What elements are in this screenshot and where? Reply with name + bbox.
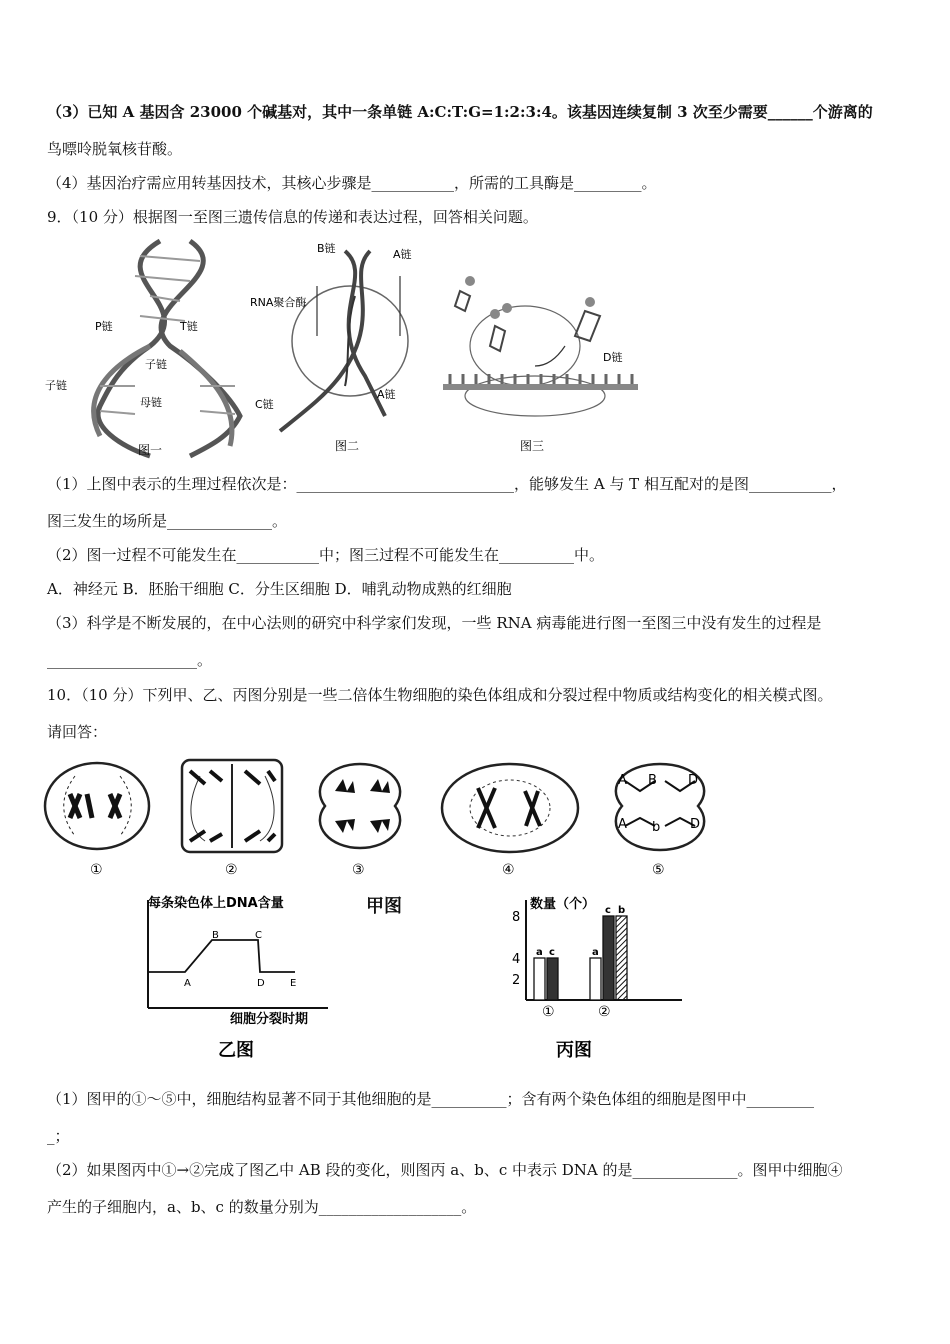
- bing-bar-a: [534, 958, 545, 1000]
- cell-3-label: ③: [352, 862, 365, 878]
- fig1-label-child: 子链: [145, 358, 167, 371]
- cell5-label-A2: A: [618, 817, 627, 832]
- cell-2: [182, 760, 282, 878]
- yi-caption: 乙图: [218, 1040, 254, 1061]
- fig3-mrna: [443, 384, 638, 390]
- fig2-label-a2: A链: [377, 388, 396, 401]
- cell-2-label: ②: [225, 862, 238, 878]
- q9-options: A．神经元 B．胚胎干细胞 C．分生区细胞 D．哺乳动物成熟的红细胞: [47, 580, 512, 598]
- fig1-strand: [161, 241, 240, 456]
- q10-part1-line2: _；: [47, 1127, 70, 1145]
- bing-bar-label: c: [605, 905, 611, 916]
- fig1-label-child2: 子链: [45, 379, 67, 392]
- q8-part3-line1: （3）已知 A 基因含 23000 个碱基对，其中一条单链 A:C:T:G=1:2:3:4。该基因连续复制 3 次至少需要______个游离的: [47, 103, 873, 121]
- cell5-label-b: b: [652, 820, 661, 835]
- fig3-caption: 图三: [520, 439, 545, 453]
- fig1-strand: [98, 241, 164, 456]
- cell-5: [616, 764, 704, 878]
- fig3-ribosome-small: [465, 376, 605, 416]
- bing-category-label: ②: [598, 1004, 611, 1020]
- q10-stem-line1: 10．（10 分）下列甲、乙、丙图分别是一些二倍体生物细胞的染色体组成和分裂过程中物质或结构变化的相关模式图。: [47, 686, 833, 704]
- fig1-strand: [180, 351, 232, 446]
- bing-ytick: 8: [512, 910, 521, 925]
- yi-curve: [148, 940, 295, 972]
- q10-yi-figure: [140, 890, 340, 1065]
- bing-bar-label: c: [549, 947, 555, 958]
- q9-part2: （2）图一过程不可能发生在___________中；图三过程不可能发生在__________中。: [47, 546, 605, 564]
- yi-point-D: D: [257, 978, 265, 989]
- fig3-trna: [490, 326, 505, 351]
- yi-point-E: E: [290, 978, 297, 989]
- bing-bar-label: b: [618, 905, 626, 916]
- fig2-label-a: A链: [393, 248, 412, 261]
- yi-point-B: B: [212, 930, 219, 941]
- q9-part3-line2: ____________________。: [47, 651, 213, 669]
- q9-figure-1: [40, 236, 255, 461]
- fig2-label-b: B链: [317, 242, 336, 255]
- cell-1: [45, 763, 149, 878]
- fig3-label-d: D链: [603, 351, 623, 364]
- q9-figure-3: [425, 236, 650, 461]
- q10-stem-line2: 请回答：: [47, 723, 108, 741]
- fig3-trna: [575, 311, 600, 341]
- cell-3: [320, 764, 400, 878]
- bing-ylabel: 数量（个）: [530, 897, 596, 912]
- q10-jia-figure: [40, 756, 720, 886]
- cell-5-label: ⑤: [652, 862, 665, 878]
- yi-xlabel: 细胞分裂时期: [230, 1012, 309, 1027]
- cell5-label-D1: D: [688, 773, 699, 788]
- bing-bar-c: [547, 958, 558, 1000]
- cell5-label-A1: A: [618, 773, 627, 788]
- yi-ylabel: 每条染色体上DNA含量: [148, 896, 284, 911]
- q10-part1-line1: （1）图甲的①～⑤中，细胞结构显著不同于其他细胞的是__________；含有两个染色体组的细胞是图甲中_________: [47, 1090, 815, 1108]
- cell5-label-B: B: [648, 773, 657, 788]
- q9-part1-line2: 图三发生的场所是______________。: [47, 512, 288, 530]
- bing-category-label: ①: [542, 1004, 555, 1020]
- yi-point-A: A: [184, 978, 191, 989]
- bing-bar-label: a: [592, 947, 599, 958]
- cell-4-label: ④: [502, 862, 515, 878]
- q9-figure-2: [245, 236, 425, 461]
- fig2-label-c: C链: [255, 398, 274, 411]
- fig3-trna: [455, 291, 470, 311]
- q8-part3-line2: 鸟嘌呤脱氧核苷酸。: [47, 140, 183, 158]
- q9-part3-line1: （3）科学是不断发展的，在中心法则的研究中科学家们发现，一些 RNA 病毒能进行图一至图三中没有发生的过程是: [47, 614, 822, 632]
- q10-part2-line1: （2）如果图丙中①→②完成了图乙中 AB 段的变化，则图丙 a、b、c 中表示 DNA 的是______________。图甲中细胞④: [47, 1161, 843, 1179]
- bing-bar-label: a: [536, 947, 543, 958]
- cell-4: [442, 764, 578, 878]
- q8-part4: （4）基因治疗需应用转基因技术，其核心步骤是___________，所需的工具酶是_________。: [47, 174, 657, 192]
- cell5-label-D2: D: [690, 817, 701, 832]
- bing-ytick: 4: [512, 952, 521, 967]
- fig2-label-rnap: RNA聚合酶: [250, 296, 307, 309]
- bing-bar-b: [616, 916, 627, 1000]
- bing-ytick: 2: [512, 973, 521, 988]
- q9-part1-line1: （1）上图中表示的生理过程依次是：_____________________________，能够发生 A 与 T 相互配对的是图___________，: [47, 475, 847, 493]
- bing-bar-a: [590, 958, 601, 1000]
- q10-bing-figure: [500, 890, 700, 1065]
- fig1-label-p: P链: [95, 320, 113, 333]
- bing-caption: 丙图: [556, 1040, 592, 1061]
- fig2-caption: 图二: [335, 439, 360, 453]
- fig1-caption: 图一: [138, 443, 163, 457]
- fig1-label-parent: 母链: [140, 396, 162, 409]
- q10-part2-line2: 产生的子细胞内，a、b、c 的数量分别为___________________。: [47, 1198, 477, 1216]
- fig1-label-t: T链: [180, 320, 198, 333]
- jia-caption: 甲图: [366, 896, 402, 917]
- fig3-ribosome-large: [470, 306, 580, 386]
- cell-1-label: ①: [90, 862, 103, 878]
- fig3-arrow: [535, 346, 565, 366]
- q9-stem: 9．（10 分）根据图一至图三遗传信息的传递和表达过程，回答相关问题。: [47, 208, 538, 226]
- yi-point-C: C: [255, 930, 262, 941]
- bing-bar-c: [603, 916, 614, 1000]
